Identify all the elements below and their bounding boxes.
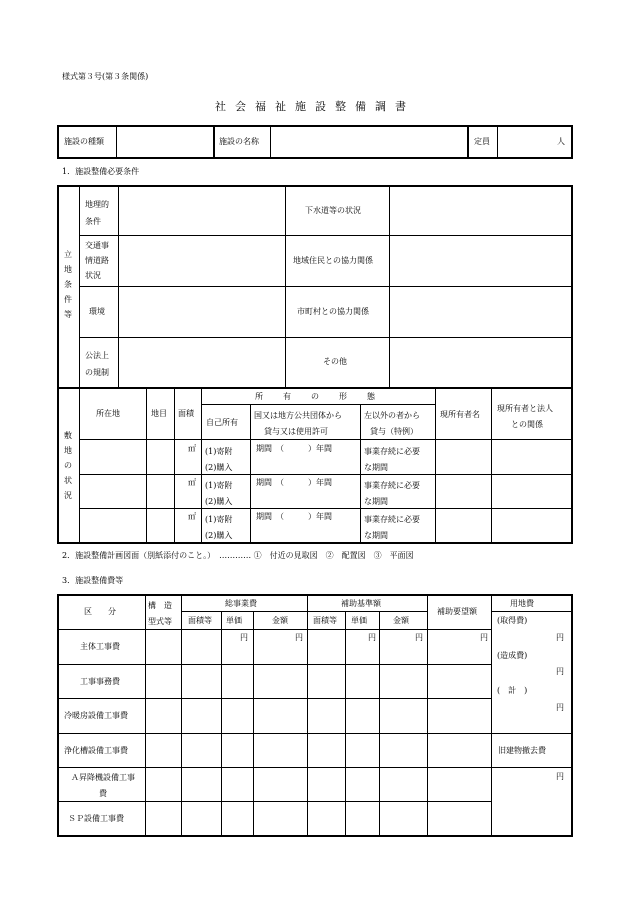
subsidy-base-header: 補助基準額 — [341, 599, 381, 608]
document-page: 様式第３号(第３条関係) 社会福祉施設整備調書 施設の種類 施設の名称 定員 人 1．施設整備必要条件 立地条件等 地理的 条件 下水道等の状況 交通事 情道路 状況 地域住民との協力関係 環境 市町村との協力関係 公法上 の規制 その他 敷地の状況 所在地 地目 面積 所 有 の 形 態 自己所有 国又は地方公共団体から 貸与又は使用許可 左以外の者から 貸与（特例） 現所有者名 現所有者と法人 との関係 ㎡ (1)寄附 (2)購入 期間 （ ）年間 事業存続に必要 な期間 ㎡ (1)寄附 (2)購入 期間 （ ）年間 事業存続に必要 な期間 ㎡ (1)寄附 (2)購入 期間 （ ）年間 事業存続に必要 な期間 2．施設整備計画図面（別紙添付のこと。） ………… ① 付近の見取図 ② 配置図 ③ 平面図 3．施設整備費等 区 分 構 造 型式等 総事業費 補助基準額 補助要望額 用地費 面積等 単価 金額 面積等 単価 金額 (取得費) 円 円 円 円 円 円 (造成費) 円 ( 計 ) 円 旧建物撤去費 円 主体工事費 工事事務費 冷暖房設備工事費 浄化槽設備工事費 Ａ昇降機設備工事 費 ＳＰ設備工事費 — [0, 0, 630, 915]
demolition-label: 旧建物撤去費 — [498, 746, 546, 755]
environment-label: 環境 — [89, 307, 105, 316]
location-label: 所在地 — [96, 409, 120, 418]
unit-price-1: 単価 — [226, 616, 242, 625]
facility-name-label: 施設の名称 — [219, 137, 259, 146]
area-etc-1: 面積等 — [188, 616, 212, 625]
acquisition-label: (取得費) — [497, 616, 528, 625]
amount-1: 金額 — [272, 616, 288, 625]
amount-2: 金額 — [393, 616, 409, 625]
cost-row-septic: 浄化槽設備工事費 — [64, 746, 128, 755]
capacity-label: 定員 — [474, 137, 490, 146]
form-number: 様式第３号(第３条関係) — [62, 72, 149, 81]
area-etc-2: 面積等 — [313, 616, 337, 625]
other-lend-label: 左以外の者から 貸与（特例） — [364, 411, 420, 436]
cost-row-main: 主体工事費 — [80, 642, 120, 651]
category-header: 区 分 — [84, 607, 120, 616]
area-label: 面積 — [178, 409, 194, 418]
structure-header: 構 造 型式等 — [148, 601, 172, 626]
other-label: その他 — [323, 357, 347, 366]
current-owner-label: 現所有者名 — [440, 410, 480, 419]
cost-row-hvac: 冷暖房設備工事費 — [64, 711, 128, 720]
section3-heading: 3．施設整備費等 — [62, 576, 124, 585]
subsidy-request-header: 補助要望額 — [437, 607, 477, 616]
section2-text: 2．施設整備計画図面（別紙添付のこと。） ………… ① 付近の見取図 ② 配置図 ③ 平面図 — [62, 551, 414, 560]
development-label: (造成費) — [497, 651, 528, 660]
land-cost-header: 用地費 — [510, 599, 534, 608]
public-law-label: 公法上 の規制 — [85, 351, 109, 377]
facility-type-label: 施設の種類 — [64, 137, 104, 146]
unit-price-2: 単価 — [351, 616, 367, 625]
location-side-label: 立地条件等 — [64, 250, 72, 319]
capacity-unit: 人 — [557, 137, 565, 146]
public-lend-label: 国又は地方公共団体から 貸与又は使用許可 — [254, 411, 342, 436]
total-cost-header: 総事業費 — [225, 599, 257, 608]
sewer-label: 下水道等の状況 — [305, 206, 361, 215]
cost-row-sp: ＳＰ設備工事費 — [68, 814, 124, 823]
ownership-header: 所 有 の 形 態 — [255, 392, 381, 401]
page-title: 社会福祉施設整備調書 — [215, 100, 415, 113]
section1-heading: 1．施設整備必要条件 — [62, 167, 140, 176]
cost-row-elevator: Ａ昇降機設備工事 費 — [71, 773, 135, 798]
total-label: ( 計 ) — [497, 686, 528, 695]
cost-row-admin: 工事事務費 — [80, 677, 120, 686]
land-category-label: 地目 — [151, 409, 167, 418]
site-side-label: 敷地の状況 — [64, 431, 72, 500]
own-label: 自己所有 — [206, 418, 238, 427]
relation-label: 現所有者と法人 との関係 — [497, 404, 553, 429]
geo-label: 地理的 条件 — [85, 200, 109, 226]
municipal-label: 市町村との協力関係 — [297, 307, 369, 316]
residents-label: 地域住民との協力関係 — [293, 256, 373, 265]
traffic-label: 交通事 情道路 状況 — [85, 241, 109, 280]
